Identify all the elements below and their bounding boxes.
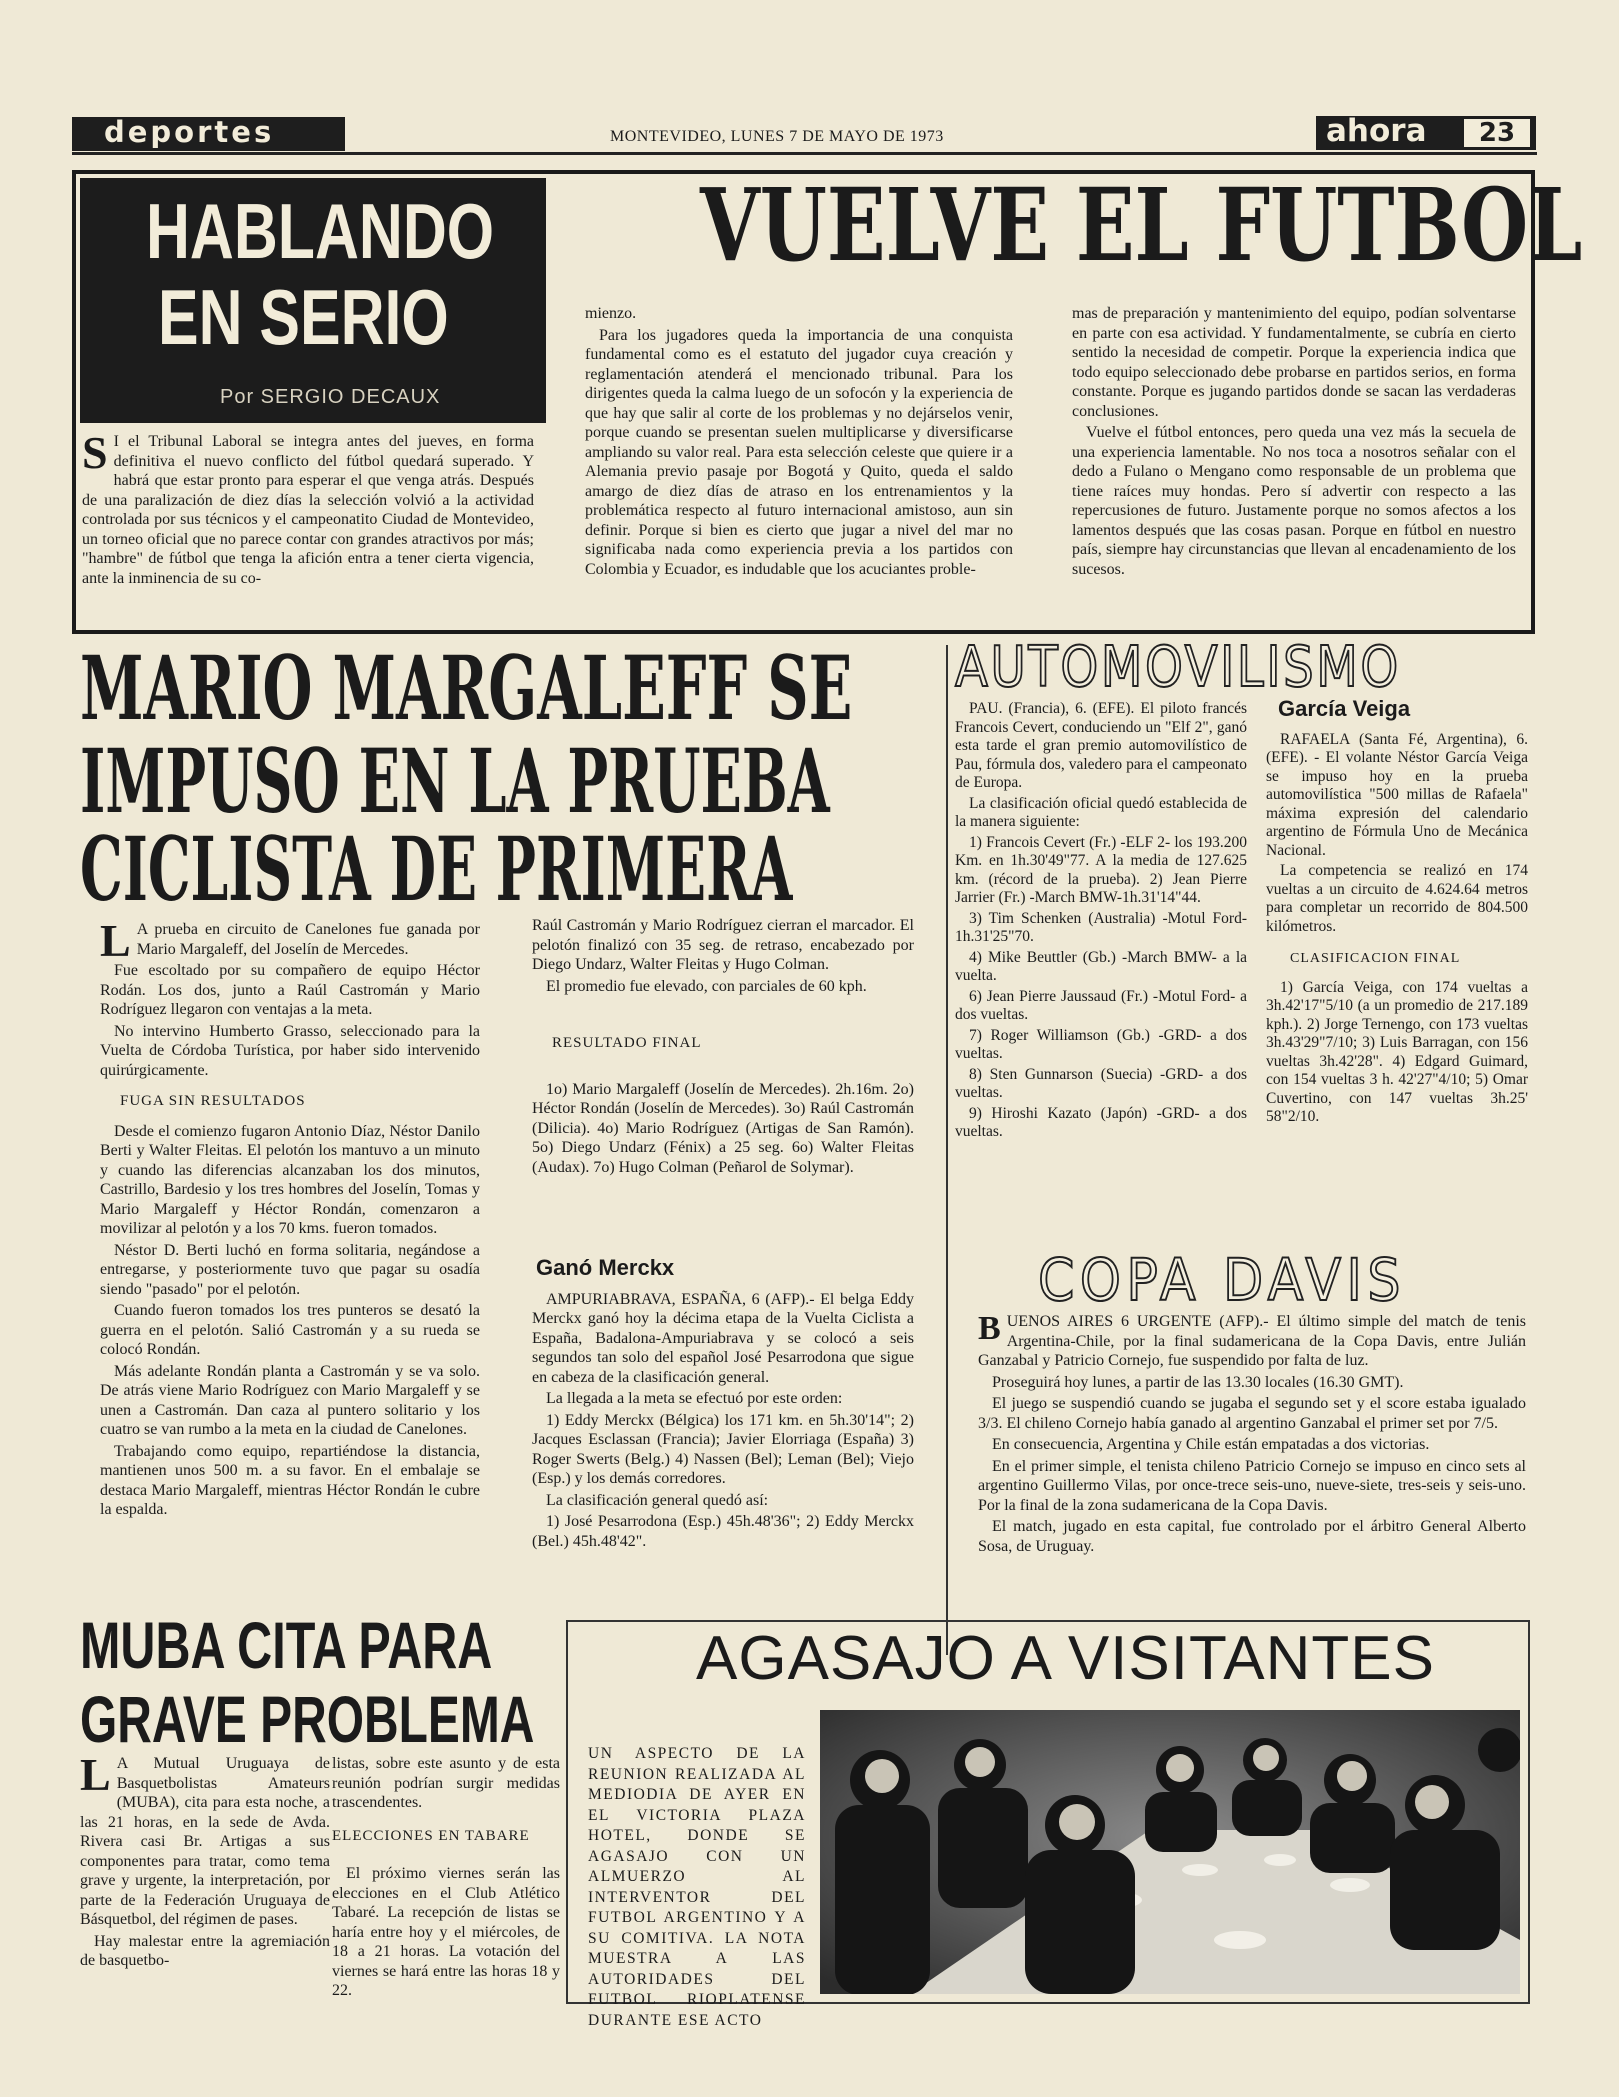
futbol-headline: VUELVE EL FUTBOL [700, 166, 1583, 284]
ciclismo-para: Cuando fueron tomados los tres punteros se desató la guerra en el pelotón. Salió Castromán y a su rueda se colocó Rondán. [100, 1302, 480, 1358]
ciclismo-headline-line3: CICLISTA DE PRIMERA [80, 817, 793, 921]
merckx-para: La llegada a la meta se efectuó por este orden: [546, 1390, 843, 1407]
davis-para: El juego se suspendió cuando se jugaba el segundo set y el score estaba igualado 3/3. El chileno Cornejo había ganado al argentino Ganzabal el primer set por 7/5. [978, 1395, 1526, 1432]
fuga-heading: FUGA SIN RESULTADOS [120, 1093, 306, 1109]
hablando-block [80, 178, 546, 423]
clasif-heading: CLASIFICACION FINAL [1290, 951, 1461, 966]
davis-para: El match, jugado en esta capital, fue controlado por el árbitro General Alberto Sosa, de Uruguay. [978, 1518, 1526, 1555]
muba-col1 [80, 1749, 330, 1973]
merckx-heading: Ganó Merckx [536, 1255, 675, 1280]
davis-body [978, 1312, 1526, 1558]
pau-para: 8) Sten Gunnarson (Suecia) -GRD- a dos vueltas. [955, 1065, 1247, 1101]
garcia-heading: García Veiga [1278, 696, 1411, 721]
pau-para: 6) Jean Pierre Jaussaud (Fr.) -Motul Ford- a dos vueltas. [955, 987, 1247, 1023]
banquet-photo [820, 1710, 1520, 1994]
resultado-text: 1o) Mario Margaleff (Joselín de Mercedes). 2h.16m. 2o) Héctor Rondán (Joselín de Mercedes). 3o) Raúl Castromán (Dilicia). 4o) Mario Rodríguez (Artigas de San Ramón). 5o) Diego Undarz (Fénix) a 25 seg. 6o) Walter Fleitas (Audax). 7o) Hugo Colman (Peñarol de Solymar). [532, 1080, 914, 1176]
ciclismo-para: Trabajando como equipo, repartiéndose la distancia, mantienen unos 500 m. a su favor. En el embalaje se destaca Mario Margaleff, mientras Héctor Rondán le cubre la espalda. [100, 1442, 480, 1518]
ciclismo-para: Más adelante Rondán planta a Castromán y se va solo. De atrás viene Mario Rodríguez con Mario Margaleff y se unen a Castromán. Dan caza al puntero solitario y los cuatro se van rumbo a la meta en la ciudad de Canelones. [100, 1362, 480, 1438]
ciclismo-para: Néstor D. Berti luchó en forma solitaria, negándose a entregarse, y posteriormente tuvo que pagar su osadía siendo "pasado" por el pelotón. [100, 1241, 480, 1298]
pau-column [955, 700, 1247, 1144]
agasajo-caption: UN ASPECTO DE LA REUNION REALIZADA AL MEDIODIA DE AYER EN EL VICTORIA PLAZA HOTEL, DONDE SE AGASAJO CON UN ALMUERZO AL INTERVENTOR DEL FUTBOL ARGENTINO Y A SU COMITIVA. LA NOTA MUESTRA A LAS AUTORIDADES DEL FUTBOL RIOPLATENSE DURANTE ESE ACTO [588, 1745, 806, 2029]
ciclismo-col2 [532, 916, 914, 1179]
pau-para: 7) Roger Williamson (Gb.) -GRD- a dos vueltas. [955, 1026, 1247, 1062]
ciclismo-headline-line1: MARIO MARGALEFF SE [80, 636, 853, 740]
elecciones-heading: ELECCIONES EN TABARE [332, 1827, 530, 1844]
ciclismo-headline-line2: IMPUSO EN LA PRUEBA [80, 729, 830, 833]
hablando-title-line2: EN SERIO [158, 273, 449, 361]
pau-para: 4) Mike Beuttler (Gb.) -March BMW- a la vuelta. [955, 948, 1247, 984]
pau-para: 1) Francois Cevert (Fr.) -ELF 2- los 193.200 Km. en 1h.30'49"77. A la media de 127.625 km. (récord de la prueba). 2) Jean Pierre Jarrier (Fr.) -March BMW-1h.31'14"44. [955, 833, 1247, 906]
davis-heading: COPA DAVIS [1038, 1246, 1406, 1314]
pau-para: PAU. (Francia), 6. (EFE). El piloto francés Francois Cevert, conduciendo un "Elf 2", ganó esta tarde el gran premio automovilístico de Pau, fórmula dos, valedero para el campeonato de Europa. [955, 700, 1247, 791]
ciclismo-para: Fue escoltado por su compañero de equipo Héctor Rodán. Los dos, junto a Raúl Castromán y Mario Rodríguez llegaron con ventajas a la meta. [100, 962, 480, 1018]
header-rule [72, 152, 1537, 155]
merckx-para: La clasificación general quedó así: [546, 1491, 769, 1509]
pau-para: 3) Tim Schenken (Australia) -Motul Ford- 1h.31'25"70. [955, 909, 1247, 945]
resultado-heading: RESULTADO FINAL [552, 1035, 702, 1051]
column-divider [946, 645, 948, 1655]
merckx-para: AMPURIABRAVA, ESPAÑA, 6 (AFP).- El belga Eddy Merckx ganó hoy la décima etapa de la Vuelta Ciclista a España, Badalona-Ampuriabrava y se colocó a seis segundos tan solo del español José Pesarrodona que sigue en cabeza de la clasificación general. [532, 1290, 914, 1386]
ciclismo-para: El promedio fue elevado, con parciales de 60 kph. [546, 977, 867, 995]
section-label: deportes [104, 115, 275, 149]
hablando-byline: Por SERGIO DECAUX [220, 386, 441, 408]
muba-headline-line2: GRAVE PROBLEMA [80, 1682, 535, 1756]
agasajo-photo [820, 1710, 1520, 1994]
futbol-col3 [1072, 304, 1516, 581]
pau-para: La clasificación oficial quedó establecida de la manera siguiente: [955, 794, 1247, 830]
futbol-col3-para: mas de preparación y mantenimiento del equipo, podían solventarse en parte con esa actividad. Y fundamentalmente, se cubría en cierto sentido la necesidad de competir. Porque la experiencia indica que todo equipo seleccionado debe probarse en partidos serios, en forma constante. Porque es jugando partidos donde se sacan las verdaderas conclusiones. [1072, 305, 1516, 420]
garcia-para: La competencia se realizó en 174 vueltas a un circuito de 4.624.64 metros para completar un recorrido de 804.500 kilómetros. [1266, 862, 1528, 935]
davis-lead: BUENOS AIRES 6 URGENTE (AFP).- El último simple del match de tenis Argentina-Chile, por la final sudamericana de la Copa Davis, entre Julián Ganzabal y Patricio Cornejo, fue suspendido por falta de luz. [978, 1310, 1526, 1369]
futbol-col2 [585, 304, 1013, 581]
futbol-col3-para: Vuelve el fútbol entonces, pero queda una vez más la secuela de una experiencia lamentable. No nos toca a nosotros señalar con el dedo a Fulano o Mengano como responsable de un problema que tiene raíces muy hondas. Pero sí advertir con respecto a las repercusiones de futuro. Justamente porque no somos afectos a los lamentos después que las cosas pasan. Porque en fútbol en nuestro país, siempre hay circunstancias que llevan al encadenamiento de los sucesos. [1072, 424, 1516, 578]
ciclismo-para: No intervino Humberto Grasso, seleccionado para la Vuelta de Córdoba Turística, por haber sido intervenido quirúrgicamente. [100, 1022, 480, 1079]
muba-lead: L A Mutual Uruguaya de Basquetbolistas Amateurs (MUBA), cita para esta noche, a las 21 horas, en la sede de Avda. Rivera casi Br. Artigas a sus componentes para tratar, como tema grave y urgente, la interpretación, por parte de la Federación Uruguaya de Básquetbol, del régimen de pases. [80, 1749, 330, 1928]
hablando-title-line1: HABLANDO [146, 187, 495, 275]
ciclismo-lead: L A prueba en circuito de Canelones fue ganada por Mario Margaleff, del Joselín de Mercedes. [100, 915, 480, 966]
futbol-col2-para: mienzo. [585, 305, 637, 322]
merckx-block [532, 1255, 914, 1553]
clasif-text: 1) García Veiga, con 174 vueltas a 3h.42'17"5/10 (a un promedio de 217.189 kph.). 2) Jorge Ternengo, con 173 vueltas 3h.43'29"7/10; 3) Luis Barragan, con 156 vueltas 3h.42'28". 4) Edgard Guimard, con 154 vueltas 3 h. 42'27"4/10; 5) Omar Cuvertino, con 147 vueltas 3h.25' 58"2/10. [1266, 978, 1528, 1125]
brand-box [1316, 113, 1536, 150]
muba-para: listas, sobre este asunto y de esta reunión podrían surgir medidas trascendentes. [332, 1755, 560, 1811]
pau-para: 9) Hiroshi Kazato (Japón) -GRD- a dos vueltas. [955, 1104, 1247, 1140]
garcia-para: RAFAELA (Santa Fé, Argentina), 6. (EFE). - El volante Néstor García Veiga se impuso hoy en la prueba automovilística "500 millas de Rafaela" máxima expresión del calendario argentino de Fórmula Uno de Mecánica Nacional. [1266, 730, 1528, 859]
davis-para: En el primer simple, el tenista chileno Patricio Cornejo se impuso en cinco sets al argentino Guillermo Vilas, por once-trece seis-uno, nueve-siete, tres-seis y seis-uno. Por la final de la zona sudamericana de la Copa Davis. [978, 1457, 1526, 1514]
ciclismo-col1 [100, 915, 480, 1522]
brand-logo: ahora [1326, 113, 1427, 149]
section-banner [72, 117, 345, 151]
futbol-col1 [82, 427, 534, 590]
muba-headline-line1: MUBA CITA PARA [80, 1608, 493, 1682]
muba-para: El próximo viernes serán las elecciones en el Club Atlético Tabaré. La recepción de listas se haría entre hoy y el miércoles, de 18 a 21 horas. La votación del viernes se hará entre las horas 18 y 22. [332, 1865, 560, 1999]
davis-para: En consecuencia, Argentina y Chile están empatadas a dos victorias. [992, 1436, 1430, 1453]
agasajo-headline: AGASAJO A VISITANTES [696, 1624, 1435, 1693]
davis-para: Proseguirá hoy lunes, a partir de las 13.30 locales (16.30 GMT). [992, 1373, 1404, 1391]
ciclismo-para: Raúl Castromán y Mario Rodríguez cierran el marcador. El pelotón finalizó con 35 seg. de retraso, encabezado por Diego Undarz, Walter Fleitas y Hugo Colman. [532, 917, 914, 973]
page-number: 23 [1464, 119, 1530, 147]
muba-col2 [332, 1754, 560, 2003]
dateline: MONTEVIDEO, LUNES 7 DE MAYO DE 1973 [610, 128, 944, 145]
futbol-col1-para: S I el Tribunal Laboral se integra antes del jueves, en forma definitiva el nuevo conflicto del fútbol quedará superado. Y habrá que estar pronto para esperar el que venga atrás. Después de una paralización de diez días la selección volvió a la actividad controlada por sus técnicos y el campeonatito Ciudad de Montevideo, un torneo oficial que no parece contar con grandes atractivos por más; "hambre" de fútbol que tenga la afición entra a tener cierta vigencia, ante la inminencia de su co- [82, 427, 534, 587]
futbol-col2-para: Para los jugadores queda la importancia de una conquista fundamental como es el estatuto del jugador cuya creación y reglamentación atenderá el mencionado tribunal. Para los dirigentes queda la calma luego de un sofocón y la experiencia de que hay que salir al corte de los problemas y no dejárselos venir, porque cuando se presentan suelen multiplicarse y diversificarse ampliando su valor real. Para esta selección celeste que quiere ir a Alemania previo pasaje por Bogotá y Quito, queda el saldo amargo de diez días de atraso en los entrenamientos y la problemática respecto al futuro internacional amistoso, aun sin definir. Porque si bien es cierto que jugar a nivel del mar no significaba nada como experiencia previa a los partidos con Colombia y Ecuador, es indudable que los acuciantes proble- [585, 326, 1013, 578]
merckx-para: 1) José Pesarrodona (Esp.) 45h.48'36"; 2) Eddy Merckx (Bel.) 45h.48'42". [532, 1513, 914, 1550]
garcia-column [1266, 696, 1528, 1129]
ciclismo-para: Desde el comienzo fugaron Antonio Díaz, Néstor Danilo Berti y Walter Fleitas. El pelotón los mantuvo a un minuto y cuando las diferencias alcanzaban los dos minutos, Castrillo, Bardesio y los tres hombres del Joselín, Tomas y Mario Margaleff y Héctor Rondán, comenzaron a movilizar al pelotón y a los 70 kms. fueron tomados. [100, 1122, 480, 1237]
automovilismo-heading: AUTOMOVILISMO [955, 635, 1401, 700]
merckx-para: 1) Eddy Merckx (Bélgica) los 171 km. en 5h.30'14"; 2) Jacques Esclassan (Francia); Javier Elorriaga (España) 3) Roger Swerts (Belg.) 4) Nassen (Bel); Leman (Bel); Viejo (Esp.) y los demás corredores. [532, 1411, 914, 1487]
muba-para: Hay malestar entre la agremiación de basquetbo- [80, 1932, 330, 1969]
